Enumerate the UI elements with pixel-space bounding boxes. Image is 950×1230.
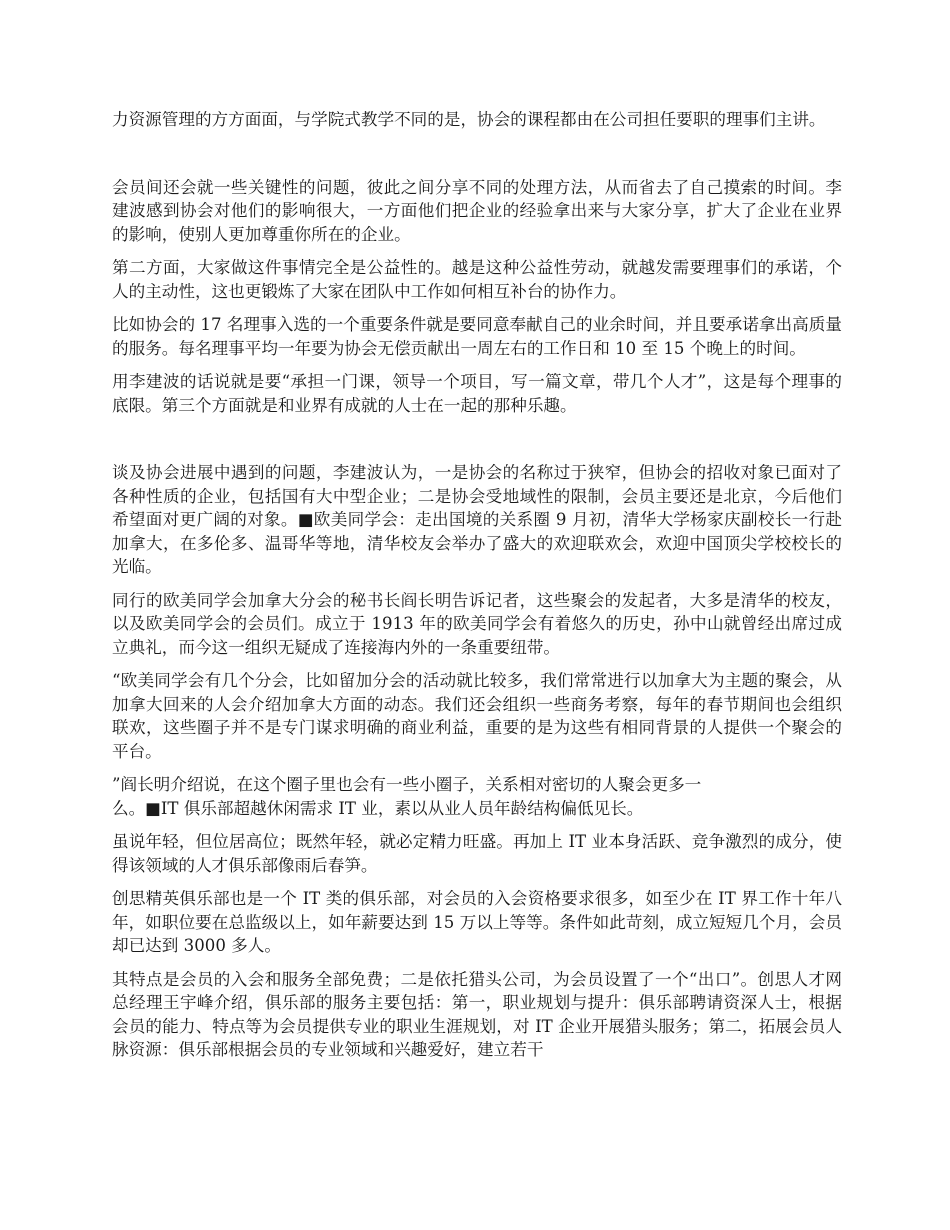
paragraph: 用李建波的话说就是要“承担一门课，领导一个项目，写一篇文章，带几个人才”，这是每个理事的底限。第三个方面就是和业界有成就的人士在一起的那种乐趣。 [112,372,842,415]
paragraph: “欧美同学会有几个分会，比如留加分会的活动就比较多，我们常常进行以加拿大为主题的聚会，从加拿大回来的人会介绍加拿大方面的动态。我们还会组织一些商务考察，每年的春节期间也会组织联欢，这些圈子并不是专门谋求明确的商业利益，重要的是为这些有相同背景的人提供一个聚会的平台。 [112,671,842,761]
paragraph: 么。■IT 俱乐部超越休闲需求 IT 业，素以从业人员年龄结构偏低见长。 [112,798,644,818]
paragraph: ”阎长明介绍说，在这个圈子里也会有一些小圈子，关系相对密切的人聚会更多一 [112,775,702,794]
paragraph: 谈及协会进展中遇到的问题，李建波认为，一是协会的名称过于狭窄，但协会的招收对象已面对了各种性质的企业，包括国有大中型企业；二是协会受地域性的限制，会员主要还是北京，今后他们希望面对更广阔的对象。■欧美同学会：走出国境的关系圈 9 月初，清华大学杨家庆副校长一行赴加拿大，在多伦多、温哥华等地，清华校友会举办了盛大的欢迎联欢会，欢迎中国顶尖学校校长的光临。 [112,463,842,576]
paragraph: 比如协会的 17 名理事入选的一个重要条件就是要同意奉献自己的业余时间，并且要承诺拿出高质量的服务。每名理事平均一年要为协会无偿贡献出一周左右的工作日和 10 至 15 个晚上的时间。 [112,315,842,358]
paragraph: 创思精英俱乐部也是一个 IT 类的俱乐部，对会员的入会资格要求很多，如至少在 IT 界工作十年八年，如职位要在总监级以上，如年薪要达到 15 万以上等等。条件如此苛刻，成立短短几个月，会员却已达到 3000 多人。 [112,889,842,955]
paragraph: 第二方面，大家做这件事情完全是公益性的。越是这种公益性劳动，就越发需要理事们的承诺，个人的主动性，这也更锻炼了大家在团队中工作如何相互补台的协作力。 [112,258,842,301]
paragraph: 同行的欧美同学会加拿大分会的秘书长阎长明告诉记者，这些聚会的发起者，大多是清华的校友，以及欧美同学会的会员们。成立于 1913 年的欧美同学会有着悠久的历史，孙中山就曾经出席过成立典礼，而今这一组织无疑成了连接海内外的一条重要纽带。 [112,590,842,657]
paragraph: 虽说年轻，但位居高位；既然年轻，就必定精力旺盛。再加上 IT 业本身活跃、竞争激烈的成分，使得该领域的人才俱乐部像雨后春笋。 [112,832,842,875]
paragraph: 力资源管理的方方面面，与学院式教学不同的是，协会的课程都由在公司担任要职的理事们主讲。 [112,110,826,129]
paragraph: 会员间还会就一些关键性的问题，彼此之间分享不同的处理方法，从而省去了自己摸索的时间。李建波感到协会对他们的影响很大，一方面他们把企业的经验拿出来与大家分享，扩大了企业在业界的影响，使别人更加尊重你所在的企业。 [112,177,842,244]
paragraph: 其特点是会员的入会和服务全部免费；二是依托猎头公司，为会员设置了一个“出口”。创思人才网总经理王宇峰介绍，俱乐部的服务主要包括：第一，职业规划与提升：俱乐部聘请资深人士，根据会员的能力、特点等为会员提供专业的职业生涯规划，对 IT 企业开展猎头服务；第二，拓展会员人脉资源：俱乐部根据会员的专业领域和兴趣爱好，建立若干 [112,969,842,1059]
document-body [112,108,842,1062]
